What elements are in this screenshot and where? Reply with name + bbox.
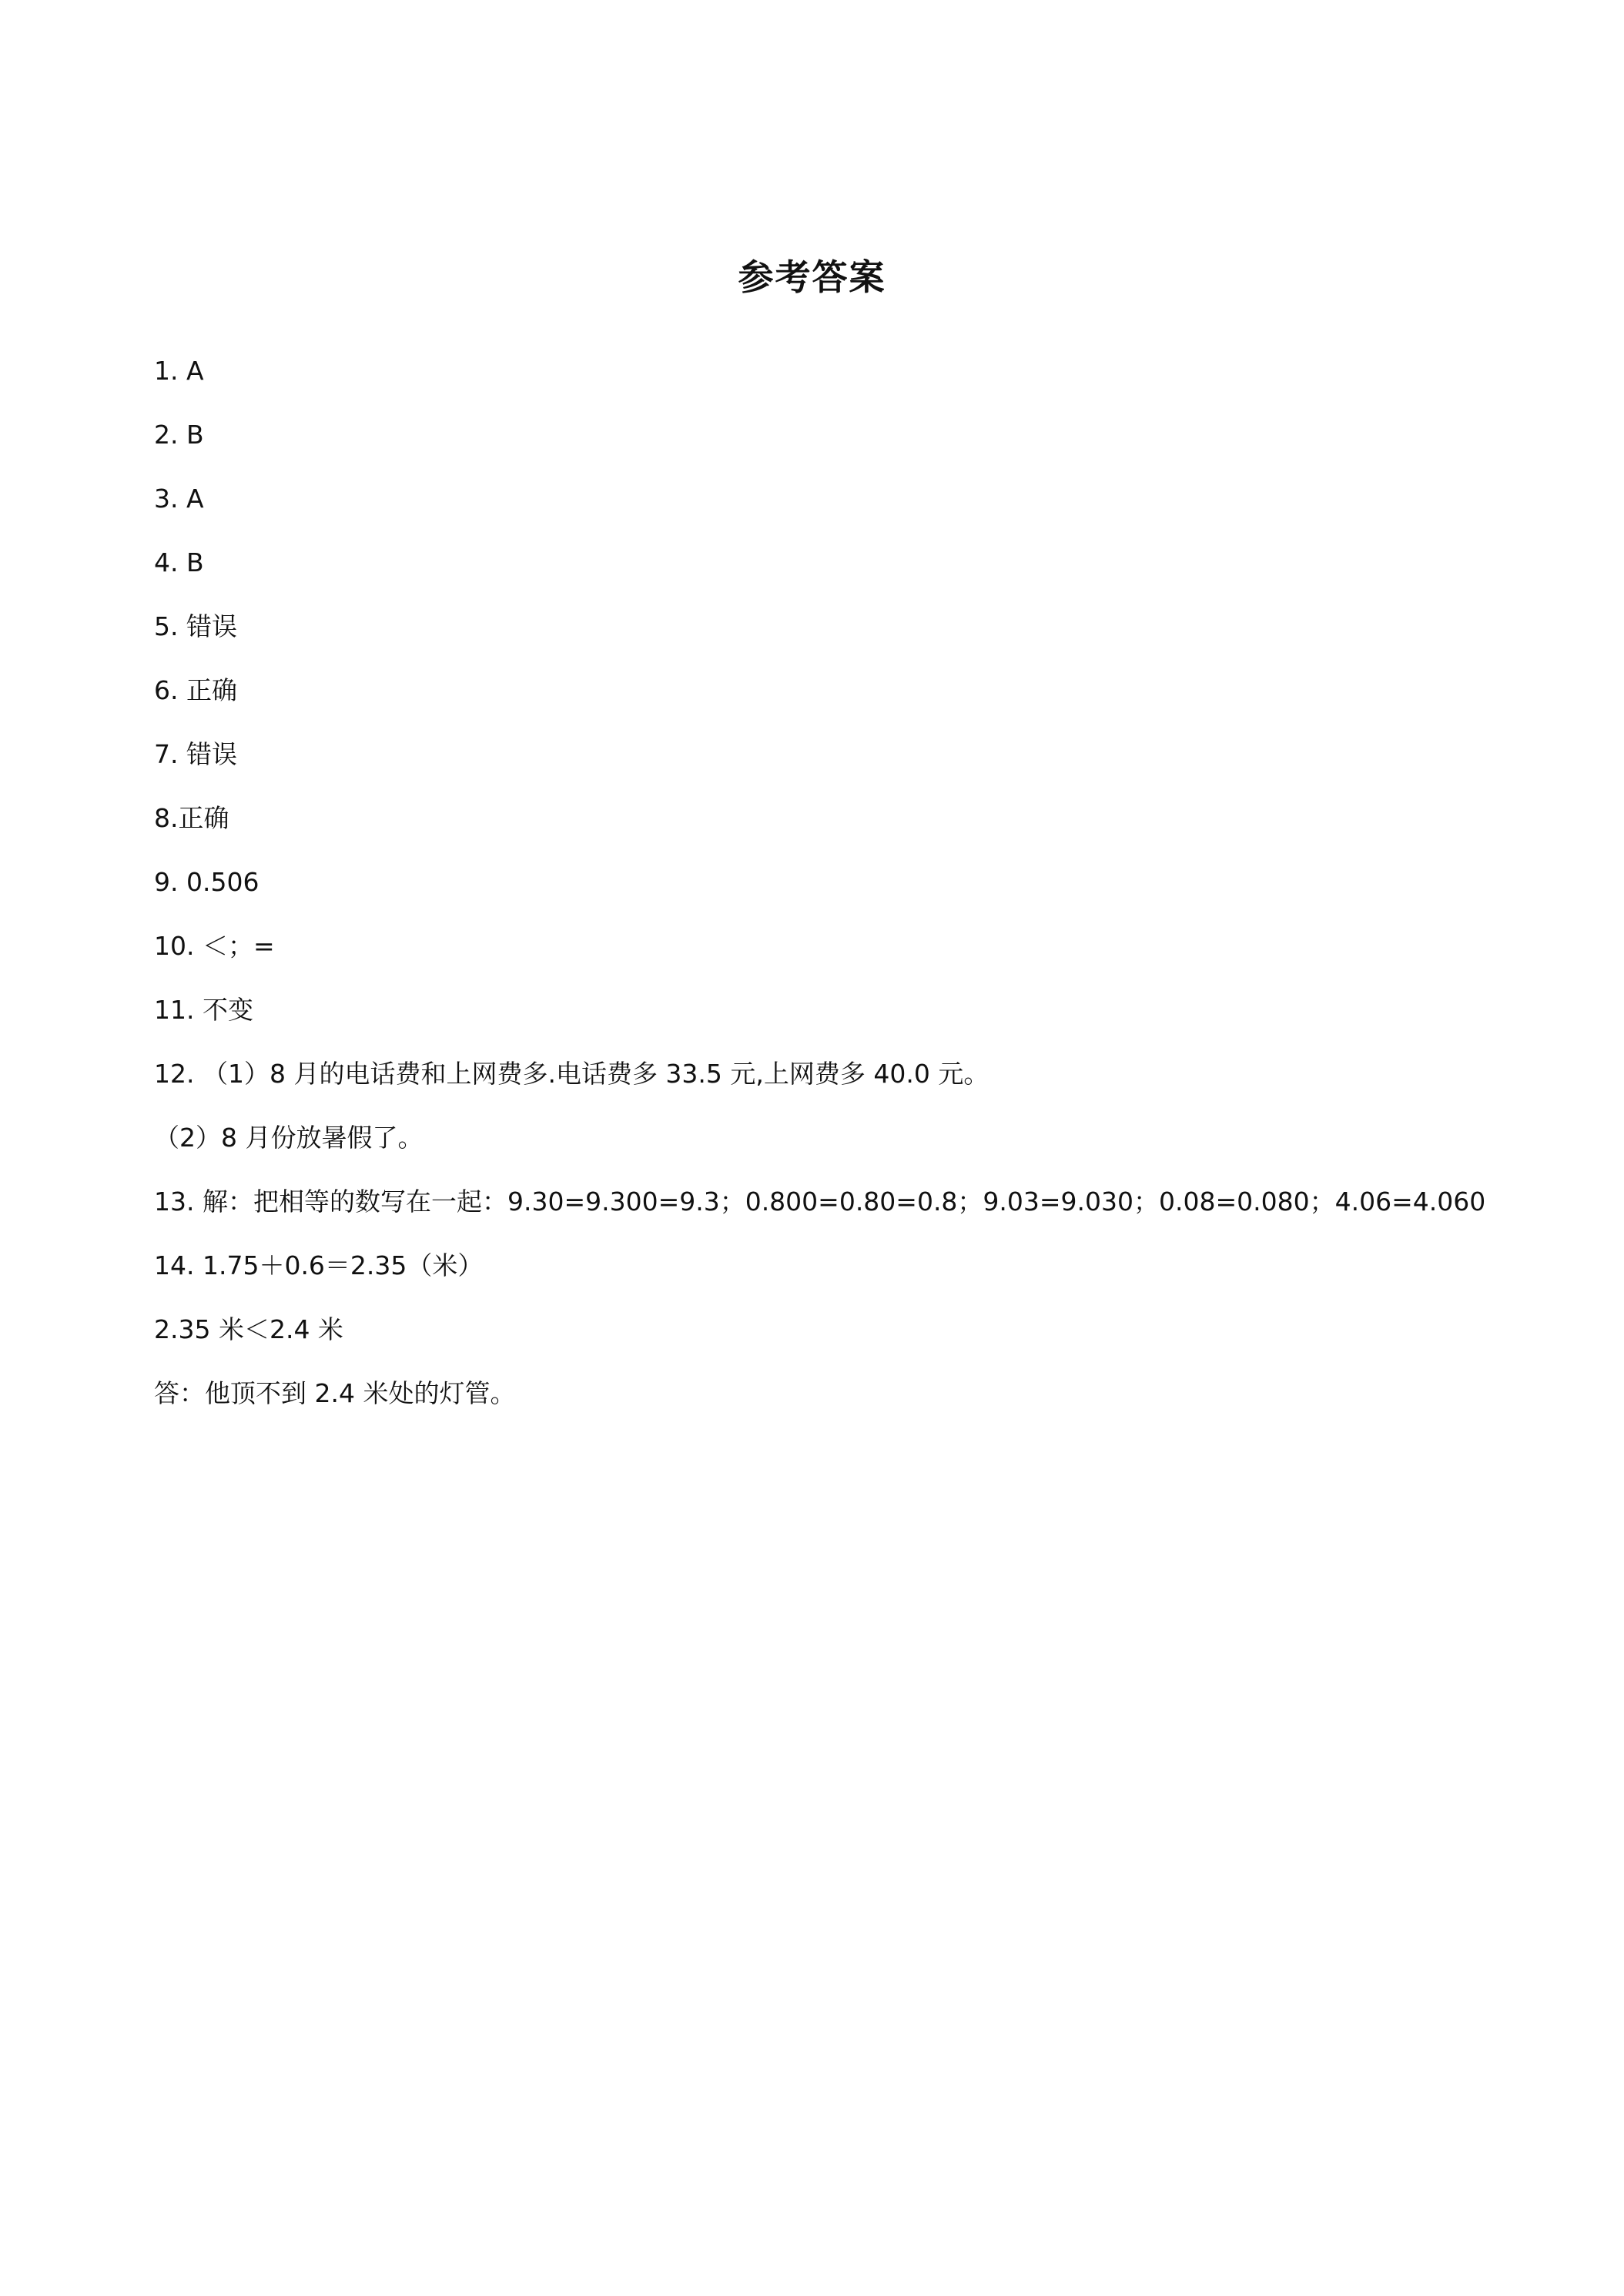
answer-line-11: 11. 不变 xyxy=(154,995,253,1025)
answer-line-8: 8.正确 xyxy=(154,803,229,833)
answer-line-12-part-2: （2）8 月份放暑假了。 xyxy=(154,1123,424,1153)
answer-line-14-compare: 2.35 米＜2.4 米 xyxy=(154,1314,343,1344)
answer-line-4: 4. B xyxy=(154,547,204,577)
answer-line-12-part-1: 12. （1）8 月的电话费和上网费多.电话费多 33.5 元,上网费多 40.0 元。 xyxy=(154,1059,989,1089)
answer-line-5: 5. 错误 xyxy=(154,611,237,641)
answer-line-2: 2. B xyxy=(154,420,204,450)
answer-line-7: 7. 错误 xyxy=(154,739,237,769)
page-title: 参考答案 xyxy=(738,256,886,298)
answer-line-6: 6. 正确 xyxy=(154,675,237,705)
answer-line-13: 13. 解：把相等的数写在一起：9.30=9.300=9.3；0.800=0.80=0.8；9.03=9.030；0.08=0.080；4.06=4.060 xyxy=(154,1186,1486,1217)
answer-list xyxy=(154,348,1540,1434)
answer-line-14-conclusion: 答：他顶不到 2.4 米处的灯管。 xyxy=(154,1378,516,1408)
answer-line-3: 3. A xyxy=(154,484,204,514)
answer-line-9: 9. 0.506 xyxy=(154,867,260,897)
answer-line-14-calc: 14. 1.75＋0.6＝2.35（米） xyxy=(154,1250,484,1280)
answer-line-10: 10. ＜；= xyxy=(154,931,275,961)
answer-line-1: 1. A xyxy=(154,356,204,386)
